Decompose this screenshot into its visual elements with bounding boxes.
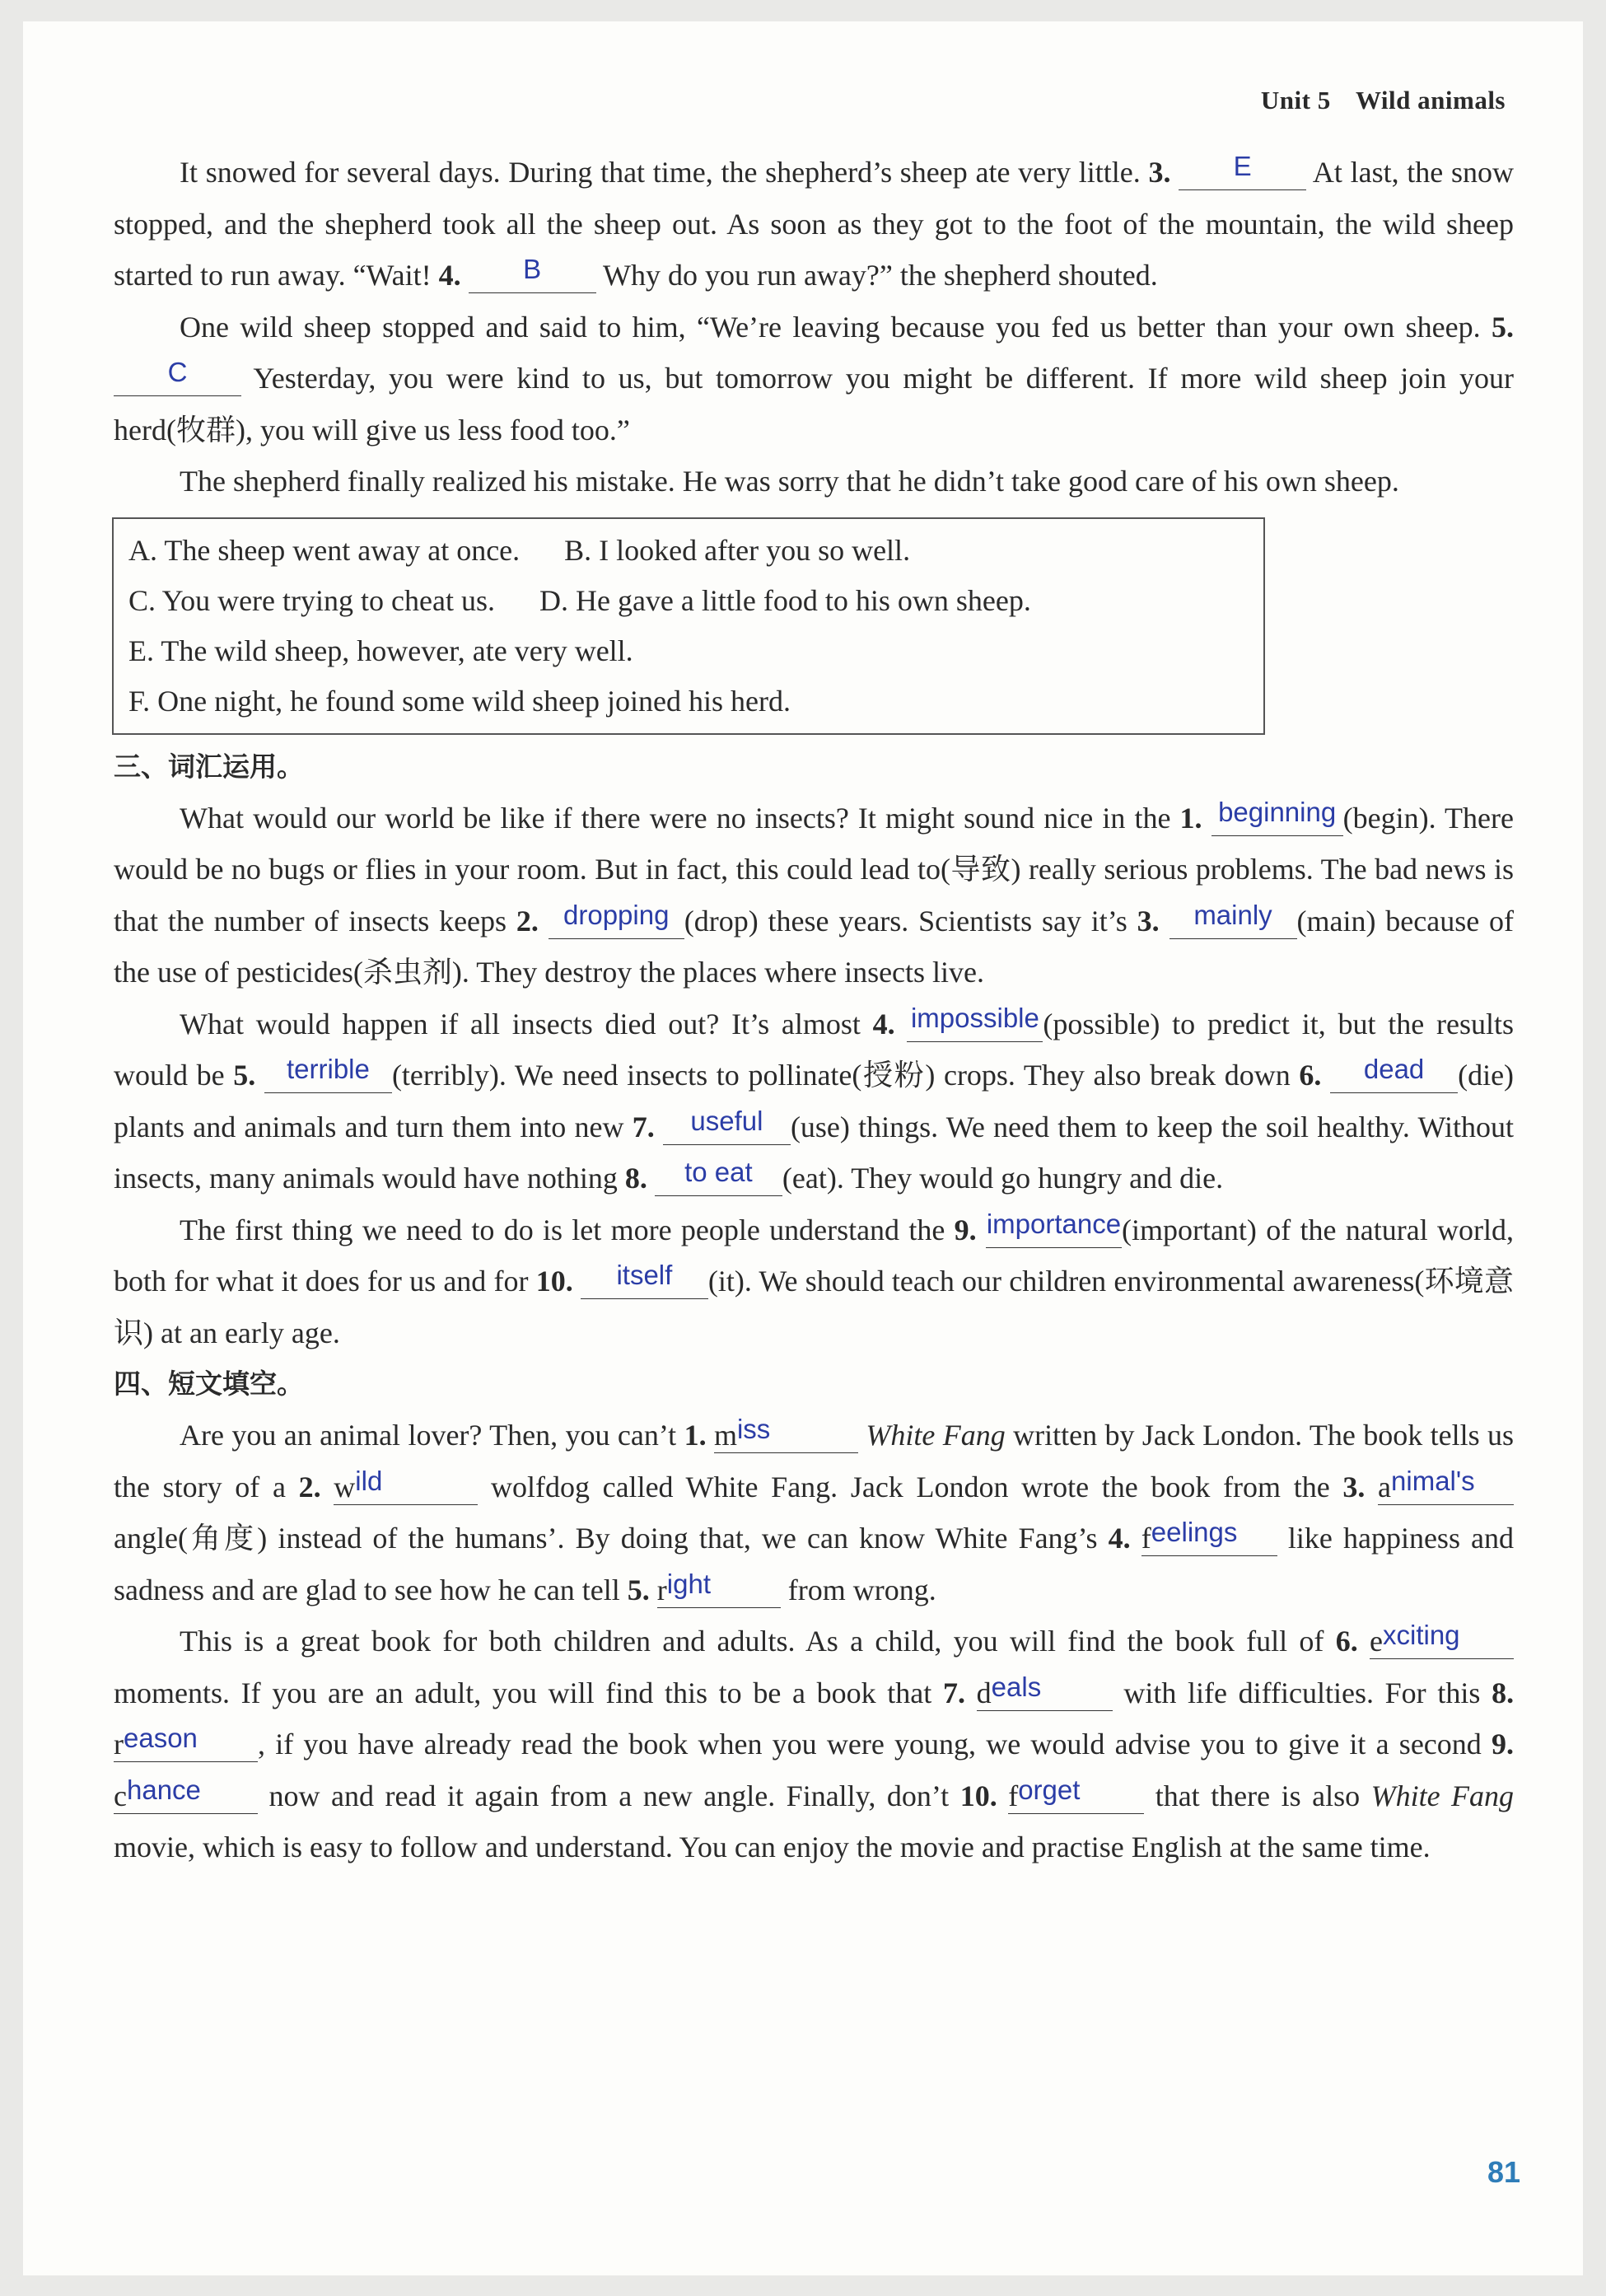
answer-blank[interactable]: dropping bbox=[549, 905, 684, 939]
answer-blank[interactable]: importance bbox=[986, 1213, 1122, 1248]
answer-blank[interactable]: impossible bbox=[907, 1008, 1043, 1042]
answer-blank[interactable]: beginning bbox=[1212, 802, 1343, 836]
unit-title: Wild animals bbox=[1355, 86, 1506, 115]
option-d: D. He gave a little food to his own sheep. bbox=[539, 583, 1031, 617]
page-header bbox=[1261, 86, 1506, 115]
answer-blank[interactable]: deals bbox=[977, 1676, 1113, 1711]
options-box bbox=[112, 517, 1265, 735]
answer-blank[interactable]: E bbox=[1179, 156, 1306, 190]
answer-blank[interactable]: chance bbox=[114, 1779, 258, 1814]
option-f: F. One night, he found some wild sheep joined his herd. bbox=[128, 684, 791, 718]
option-c: C. You were trying to cheat us. bbox=[128, 583, 495, 617]
paragraph: It snowed for several days. During that time, the shepherd’s sheep ate very little. 3. E At last, the snow stopped, and the shepherd took all the sheep out. As soon as they got to the foot of the mountain, the wild sheep started to run away. “Wait! 4. B Why do you run away?” the shepherd shouted. bbox=[114, 151, 1514, 292]
answer-blank[interactable]: wild bbox=[334, 1471, 478, 1505]
answer-blank[interactable]: C bbox=[114, 362, 241, 396]
option-a: A. The sheep went away at once. bbox=[128, 533, 521, 567]
answer-blank[interactable]: itself bbox=[581, 1265, 708, 1299]
workbook-page bbox=[23, 21, 1583, 2275]
book-title: White Fang bbox=[1370, 1779, 1515, 1812]
option-e: E. The wild sheep, however, ate very well. bbox=[128, 634, 633, 667]
answer-blank[interactable]: miss bbox=[714, 1419, 858, 1453]
page-content bbox=[114, 147, 1514, 1873]
options-row bbox=[128, 576, 1263, 626]
answer-blank[interactable]: mainly bbox=[1169, 905, 1297, 939]
answer-blank[interactable]: animal's bbox=[1378, 1471, 1514, 1505]
answer-blank[interactable]: B bbox=[469, 259, 596, 293]
answer-blank[interactable]: to eat bbox=[655, 1162, 782, 1196]
answer-blank[interactable]: reason bbox=[114, 1728, 258, 1762]
answer-blank[interactable]: terrible bbox=[264, 1059, 392, 1093]
answer-blank[interactable]: feelings bbox=[1141, 1522, 1277, 1556]
paragraph: The shepherd finally realized his mistake. He was sorry that he didn’t take good care of his own sheep. bbox=[180, 465, 1399, 498]
paragraph: Are you an animal lover? Then, you can’t 1. miss White Fang written by Jack London. The book tells us the story of a 2. wild wolfdog called White Fang. Jack London wrote the book from the 3. animal's angle(角度) instead of the humans’. By doing that, we can know White Fang’s 4. feelings like happiness and sadness and are glad to see how he can tell 5. right from wrong. bbox=[114, 1414, 1515, 1606]
section-heading: 四、短文填空。 bbox=[114, 1368, 304, 1400]
paragraph: One wild sheep stopped and said to him, “We’re leaving because you fed us better than your own sheep. 5. C Yesterday, you were kind to us, but tomorrow you might be different. If more wild sheep join your herd(牧群), you will give us less food too.” bbox=[114, 310, 1514, 447]
answer-blank[interactable]: right bbox=[657, 1574, 781, 1608]
paragraph: This is a great book for both children and adults. As a child, you will find the book full of 6. exciting moments. If you are an adult, you will find this to be a book that 7. deals with life difficulties. For this 8. reason , if you have already read the book when you were young, we would advise you to give it a second 9. chance now and read it again from a new angle. Finally, don’t 10. forget that there is also White Fang movie, which is easy to follow and understand. You can enjoy the movie and practise English at the same time. bbox=[114, 1620, 1515, 1863]
book-title: White Fang bbox=[866, 1419, 1006, 1452]
paragraph: The first thing we need to do is let more people understand the 9. importance(important) of the natural world, both for what it does for us and for 10. itself (it). We should teach our children environmental awareness(环境意识) at an early age. bbox=[114, 1208, 1515, 1349]
unit-label: Unit 5 bbox=[1260, 86, 1331, 115]
section-heading: 三、词汇运用。 bbox=[114, 750, 304, 783]
paragraph: What would our world be like if there were no insects? It might sound nice in the 1. beginning (begin). There would be no bugs or flies in your room. But in fact, this could lead to(导致) really serious problems. The bad news is that the number of insects keeps 2. dropping (drop) these years. Scientists say it’s 3. mainly (main) because of the use of pesticides(杀虫剂). They destroy the places where insects live. bbox=[114, 796, 1515, 989]
answer-blank[interactable]: exciting bbox=[1370, 1625, 1514, 1659]
answer-blank[interactable]: dead bbox=[1330, 1059, 1458, 1093]
page-number: 81 bbox=[1487, 2155, 1520, 2189]
answer-blank[interactable]: forget bbox=[1008, 1779, 1144, 1814]
answer-blank[interactable]: useful bbox=[663, 1111, 791, 1145]
paragraph: What would happen if all insects died out? It’s almost 4. impossible (possible) to predict it, but the results would be 5. terrible (terribly). We need insects to pollinate(授粉) crops. They also break down 6. dead (die) plants and animals and turn them into new 7. useful (use) things. We need them to keep the soil healthy. Without insects, many animals would have nothing 8. to eat (eat). They would go hungry and die. bbox=[114, 1002, 1515, 1195]
option-b: B. I looked after you so well. bbox=[564, 533, 911, 567]
options-row bbox=[128, 526, 1263, 576]
